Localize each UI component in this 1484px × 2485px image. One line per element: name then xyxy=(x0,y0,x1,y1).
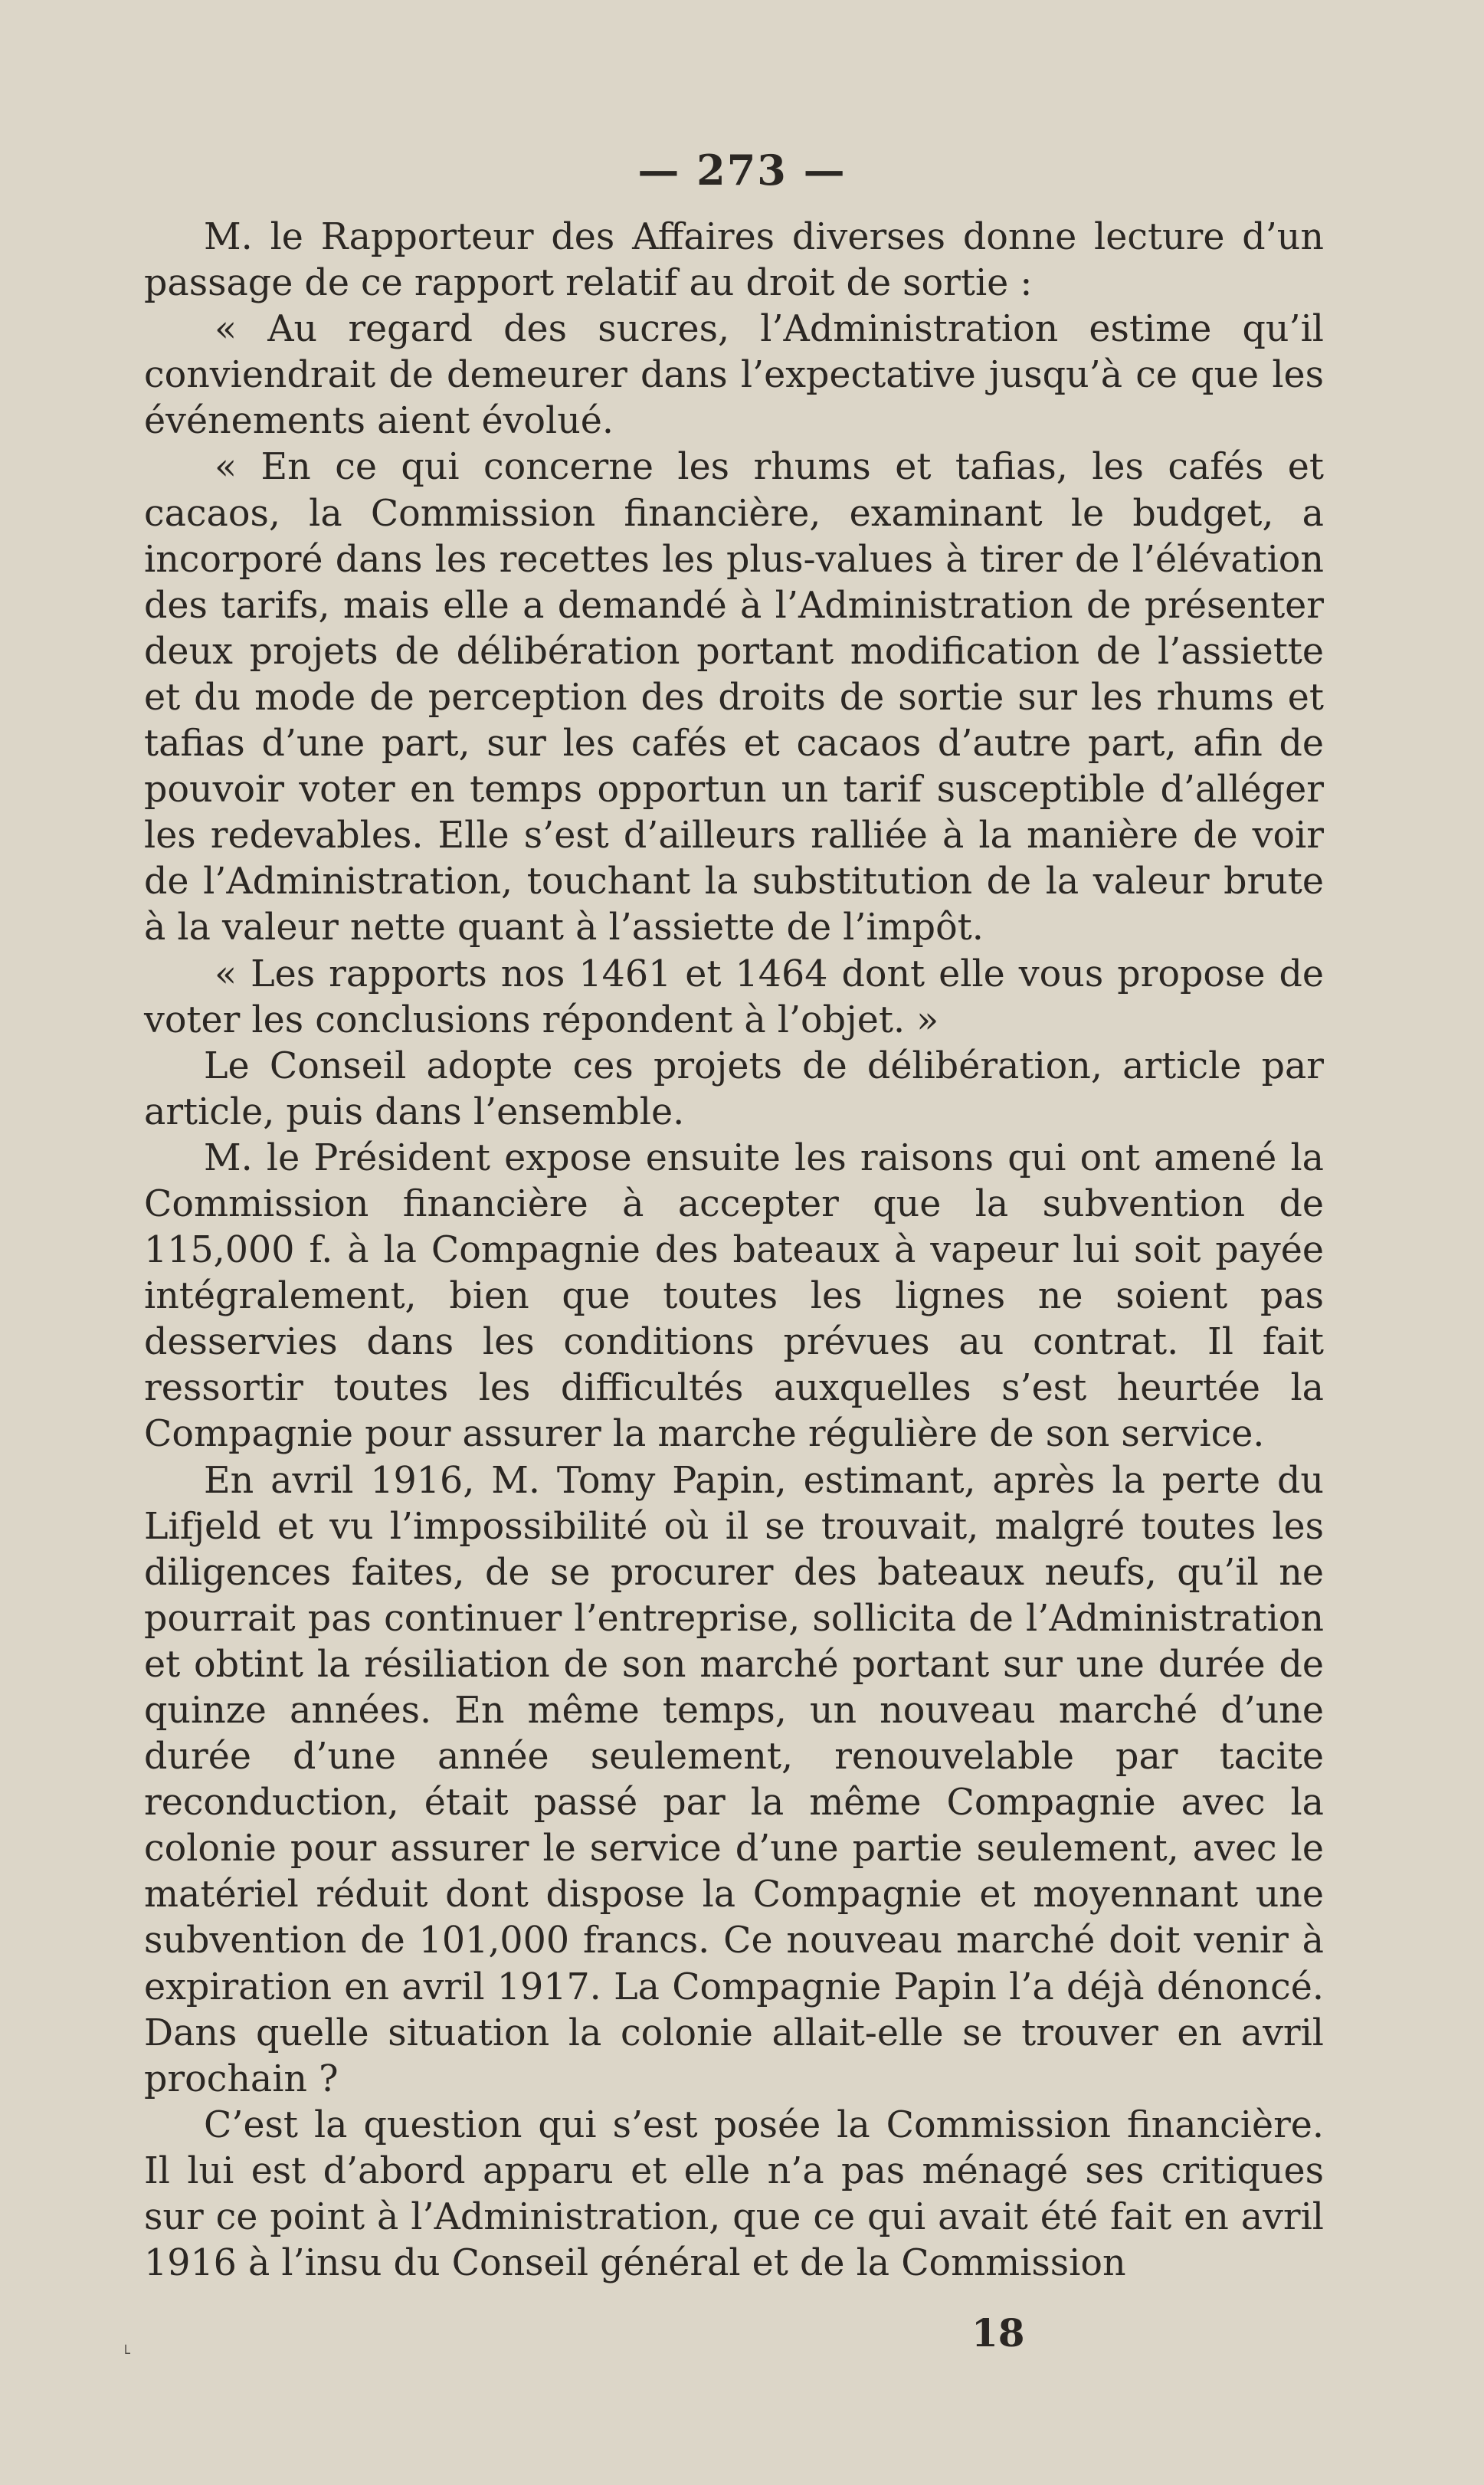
corner-mark: ˪ xyxy=(124,2334,132,2359)
paragraph-rhums-tafias: « En ce qui concerne les rhums et tafias, les cafés et cacaos, la Commission financière, examinant le budget, a incorporé dans les recettes les plus-values à tirer de l’élévation des tarifs, mais elle a demandé à l’Administration de présenter deux projets de délibération portant modification de l’assiette et du mode de perception des droits de sortie sur les rhums et tafias d’une part, sur les cafés et cacaos d’autre part, afin de pouvoir voter en temps opportun un tarif susceptible d’alléger les redevables. Elle s’est d’ailleurs ralliée à la manière de voir de l’Administration, touchant la substitution de la valeur brute à la valeur nette quant à l’assiette de l’impôt. xyxy=(144,446,1324,949)
paragraph-question: C’est la question qui s’est posée la Commission financière. Il lui est d’abord apparu et elle n’a pas ménagé ses critiques sur ce point à l’Administration, que ce qui avait été fait en avril 1916 à l’insu du Conseil général et de la Commission xyxy=(144,2103,1324,2285)
signature-mark: 18 xyxy=(971,2310,1025,2356)
paragraph-conseil-adopte: Le Conseil adopte ces projets de délibération, article par article, puis dans l’ensemble. xyxy=(144,1044,1324,1133)
paragraph-rapporteur: M. le Rapporteur des Affaires diverses donne lecture d’un passage de ce rapport relatif au droit de sortie : xyxy=(144,216,1324,305)
paragraph-avril-1916: En avril 1916, M. Tomy Papin, estimant, après la perte du Lifjeld et vu l’impossibilité où il se trouvait, malgré toutes les diligences faites, de se procurer des bateaux neufs, qu’il ne pourrait pas continuer l’entreprise, sollicita de l’Administration et obtint la résiliation de son marché portant sur une durée de quinze années. En même temps, un nouveau marché d’une durée d’une année seulement, renouvelable par tacite reconduction, était passé par la même Compagnie avec la colonie pour assurer le service d’une partie seulement, avec le matériel réduit dont dispose la Compagnie et moyennant une subvention de 101,000 francs. Ce nouveau marché doit venir à expiration en avril 1917. La Compagnie Papin l’a déjà dénoncé. Dans quelle situation la colonie allait-elle se trouver en avril prochain ? xyxy=(144,1459,1324,2100)
page-number: — 273 — xyxy=(637,146,847,195)
paragraph-sucres: « Au regard des sucres, l’Administration estime qu’il conviendrait de demeurer dans l’expectative jusqu’à ce que les événements aient évolué. xyxy=(144,308,1324,443)
paragraph-president: M. le Président expose ensuite les raisons qui ont amené la Commission financière à accepter que la subvention de 115,000 f. à la Compagnie des bateaux à vapeur lui soit payée intégralement, bien que toutes les lignes ne soient pas desservies dans les conditions prévues au contrat. Il fait ressortir toutes les difficultés auxquelles s’est heurtée la Compagnie pour assurer la marche régulière de son service. xyxy=(144,1136,1324,1456)
paragraph-rapports: « Les rapports nos 1461 et 1464 dont elle vous propose de voter les conclusions répondent à l’objet. » xyxy=(144,952,1324,1041)
body-text xyxy=(144,215,1324,2287)
